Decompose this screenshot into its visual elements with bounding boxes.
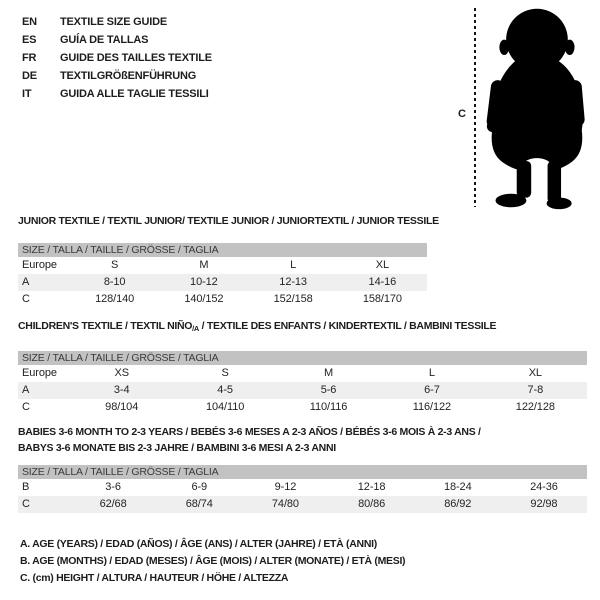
height-label-c: C (458, 108, 466, 120)
language-label: GUIDA ALLE TAGLIE TESSILI (60, 88, 209, 100)
table-row (18, 291, 427, 308)
language-list (22, 13, 212, 103)
size-cell: M (323, 367, 334, 379)
section-junior-textile (18, 214, 439, 308)
language-code: EN (22, 16, 37, 28)
language-row (22, 31, 212, 49)
size-cell: M (199, 259, 209, 271)
language-code: ES (22, 34, 37, 46)
height-cell: 68/74 (185, 498, 213, 510)
height-cell: 116/122 (412, 401, 452, 413)
language-row (22, 49, 212, 67)
row-label: A (22, 384, 30, 396)
height-cell: 80/86 (358, 498, 386, 510)
size-cell: XS (114, 367, 129, 379)
size-header-bar: SIZE / TALLA / TAILLE / GRÖSSE / TAGLIA (18, 243, 427, 257)
table-row (18, 257, 427, 274)
section-children-textile (18, 319, 587, 416)
age-cell: 12-18 (357, 481, 386, 493)
height-cell: 74/80 (271, 498, 299, 510)
size-header-bar: SIZE / TALLA / TAILLE / GRÖSSE / TAGLIA (18, 351, 587, 365)
size-cell: S (221, 367, 229, 379)
language-row (22, 85, 212, 103)
table-row (18, 479, 587, 496)
size-header-bar: SIZE / TALLA / TAILLE / GRÖSSE / TAGLIA (18, 465, 587, 479)
height-cell: 62/68 (99, 498, 127, 510)
size-cell: L (290, 259, 297, 271)
row-label: Europe (22, 259, 57, 271)
row-label: Europe (22, 367, 57, 379)
age-cell: 3-6 (105, 481, 121, 493)
legend (20, 536, 405, 587)
table-row (18, 274, 427, 291)
table-row (18, 496, 587, 513)
language-label: GUÍA DE TALLAS (60, 34, 149, 46)
height-cell: 110/116 (309, 401, 348, 413)
table-row (18, 399, 587, 416)
language-row (22, 13, 212, 31)
age-cell: 12-13 (279, 276, 307, 288)
section-title-line2: BABYS 3-6 MONATE BIS 2-3 JAHRE / BAMBINI 3-6 MESI A 2-3 ANNI (18, 442, 336, 454)
height-cell: 98/104 (105, 401, 139, 413)
language-label: GUIDE DES TAILLES TEXTILE (60, 52, 212, 64)
language-code: FR (22, 52, 37, 64)
section-title-pre: CHILDREN'S TEXTILE / TEXTIL NIÑO (18, 320, 193, 332)
height-cell: 158/170 (362, 293, 402, 305)
language-row (22, 67, 212, 85)
size-cell: XL (528, 367, 542, 379)
height-cell: 152/158 (273, 293, 313, 305)
baby-silhouette-icon (483, 4, 589, 212)
age-cell: 9-12 (274, 481, 297, 493)
age-cell: 6-7 (424, 384, 440, 396)
row-label: A (22, 276, 30, 288)
table-row (18, 382, 587, 399)
language-label: TEXTILGRÖßENFÜHRUNG (60, 70, 197, 82)
section-title-post: / TEXTILE DES ENFANTS / KINDERTEXTIL / BAMBINI TESSILE (199, 320, 497, 332)
legend-line-age-months: B. AGE (MONTHS) / EDAD (MESES) / ÂGE (MOIS) / ALTER (MONATE) / ETÀ (MESI) (20, 555, 406, 567)
size-cell: S (111, 259, 119, 271)
section-title-line1: BABIES 3-6 MONTH TO 2-3 YEARS / BEBÉS 3-6 MESES A 2-3 AÑOS / BÉBÉS 3-6 MOIS À 2-3 ANS / (18, 426, 481, 438)
age-cell: 6-9 (191, 481, 208, 493)
height-cell: 86/92 (444, 498, 472, 510)
age-cell: 8-10 (103, 276, 126, 288)
height-cell: 92/98 (530, 498, 558, 510)
height-cell: 104/110 (205, 401, 245, 413)
size-cell: XL (375, 259, 389, 271)
section-title-subscript: /A (192, 324, 200, 333)
section-babies-textile (18, 424, 587, 513)
height-cell: 140/152 (184, 293, 224, 305)
age-cell: 5-6 (320, 384, 337, 396)
age-cell: 7-8 (527, 384, 544, 396)
age-cell: 18-24 (443, 481, 472, 493)
row-label: C (22, 401, 30, 413)
language-code: IT (22, 88, 32, 100)
row-label: C (22, 293, 30, 305)
row-label: C (22, 498, 30, 510)
language-label: TEXTILE SIZE GUIDE (60, 16, 168, 28)
language-code: DE (22, 70, 37, 82)
section-title: JUNIOR TEXTILE / TEXTIL JUNIOR/ TEXTILE JUNIOR / JUNIORTEXTIL / JUNIOR TESSILE (18, 215, 439, 227)
table-row (18, 365, 587, 382)
age-cell: 10-12 (190, 276, 218, 288)
age-cell: 4-5 (217, 384, 233, 396)
row-label: B (22, 481, 30, 493)
age-cell: 14-16 (368, 276, 397, 288)
age-cell: 3-4 (113, 384, 130, 396)
legend-line-height: C. (cm) HEIGHT / ALTURA / HAUTEUR / HÖHE / ALTEZZA (20, 572, 289, 584)
age-cell: 24-36 (530, 481, 558, 493)
height-measure-dashed-line (474, 8, 476, 207)
section-title (18, 319, 587, 336)
height-cell: 128/140 (95, 293, 135, 305)
legend-line-age-years: A. AGE (YEARS) / EDAD (AÑOS) / ÂGE (ANS) / ALTER (JAHRE) / ETÀ (ANNI) (20, 538, 377, 550)
size-cell: L (428, 367, 435, 379)
height-cell: 122/128 (515, 401, 555, 413)
